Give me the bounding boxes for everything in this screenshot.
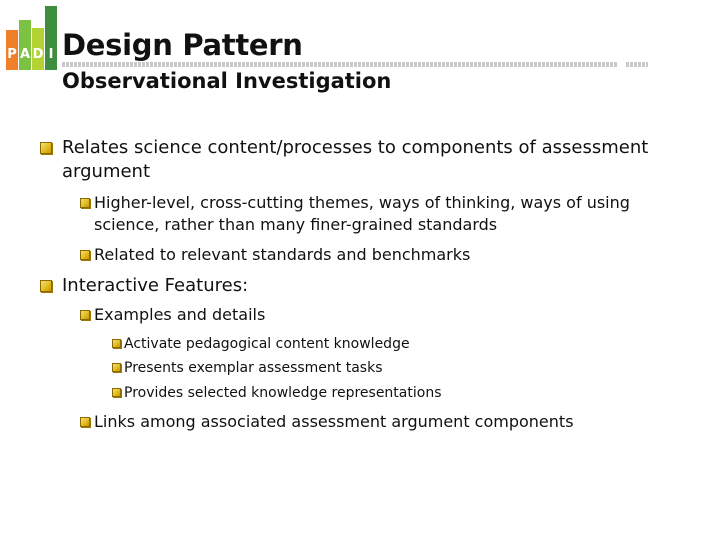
bullet-item [80, 244, 660, 266]
bullet-item [112, 334, 652, 354]
bullet-item [80, 411, 660, 433]
checkbox-square-icon [80, 198, 90, 208]
checkbox-square-icon [80, 250, 90, 260]
bullet-text: Relates science content/processes to components of assessment argument [62, 137, 649, 182]
checkbox-square-icon [112, 339, 121, 348]
padi-logo-graphic [6, 6, 58, 76]
bullet-text: Activate pedagogical content knowledge [124, 336, 410, 352]
bullet-text: Presents exemplar assessment tasks [124, 360, 383, 376]
checkbox-square-icon [40, 280, 52, 292]
padi-logo [6, 6, 58, 76]
checkbox-square-icon [112, 363, 121, 372]
bullet-item [80, 192, 660, 236]
bullet-item [112, 358, 652, 378]
svg-text:I: I [48, 47, 54, 62]
slide-title: Design Pattern [62, 28, 303, 62]
checkbox-square-icon [112, 388, 121, 397]
bullet-text: Interactive Features: [62, 275, 249, 296]
title-divider [62, 62, 648, 67]
bullet-text: Provides selected knowledge representations [124, 385, 442, 401]
bullet-text: Examples and details [94, 305, 266, 324]
slide-subtitle: Observational Investigation [62, 69, 392, 93]
bullet-text: Links among associated assessment argument components [94, 412, 574, 431]
bullet-text: Related to relevant standards and benchmarks [94, 245, 471, 264]
checkbox-square-icon [80, 417, 90, 427]
bullet-item [80, 304, 660, 326]
bullet-item [112, 383, 652, 403]
bullet-item [40, 136, 660, 184]
svg-text:D: D [32, 47, 44, 62]
svg-text:P: P [7, 47, 17, 62]
svg-text:A: A [19, 47, 31, 62]
checkbox-square-icon [80, 310, 90, 320]
checkbox-square-icon [40, 142, 52, 154]
bullet-text: Higher-level, cross-cutting themes, ways of thinking, ways of using science, rather than many finer-grained standards [94, 193, 630, 234]
bullet-item [40, 274, 660, 298]
